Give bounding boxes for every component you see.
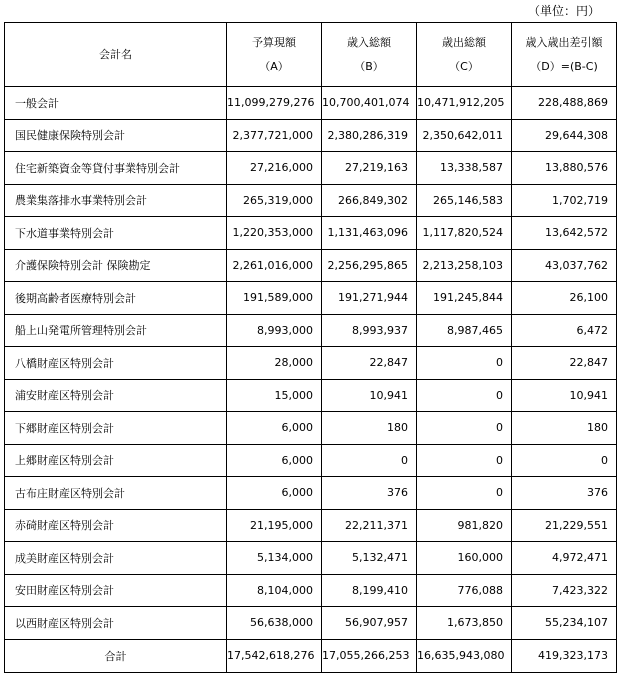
table-row (5, 152, 617, 185)
balance-cell: 376 (512, 477, 617, 510)
budget-amount-cell: 6,000 (227, 477, 322, 510)
budget-amount-cell: 265,319,000 (227, 184, 322, 217)
expenditure-total-cell: 160,000 (417, 542, 512, 575)
table-row (5, 607, 617, 640)
expenditure-total-cell: 1,117,820,524 (417, 217, 512, 250)
header-budget-amount (227, 23, 322, 87)
table-body (5, 87, 617, 640)
table-row (5, 282, 617, 315)
balance-cell: 26,100 (512, 282, 617, 315)
header-balance (512, 23, 617, 87)
account-name-cell: 下水道事業特別会計 (5, 217, 227, 250)
budget-amount-cell: 11,099,279,276 (227, 87, 322, 120)
expenditure-total-cell: 265,146,583 (417, 184, 512, 217)
revenue-total-cell: 191,271,944 (322, 282, 417, 315)
budget-amount-cell: 56,638,000 (227, 607, 322, 640)
table-row (5, 87, 617, 120)
budget-amount-cell: 191,589,000 (227, 282, 322, 315)
account-name-cell: 上郷財産区特別会計 (5, 444, 227, 477)
header-revenue-total (322, 23, 417, 87)
budget-amount-cell: 27,216,000 (227, 152, 322, 185)
revenue-total-cell: 22,847 (322, 347, 417, 380)
revenue-total-cell: 266,849,302 (322, 184, 417, 217)
header-budget-amount-code: （A） (259, 59, 289, 73)
header-budget-amount-label: 予算現額 (252, 35, 296, 49)
account-name-cell: 古布庄財産区特別会計 (5, 477, 227, 510)
expenditure-total-cell: 2,350,642,011 (417, 119, 512, 152)
revenue-total-cell: 5,132,471 (322, 542, 417, 575)
budget-amount-cell: 5,134,000 (227, 542, 322, 575)
budget-amount-cell: 2,261,016,000 (227, 249, 322, 282)
revenue-total-cell: 8,199,410 (322, 574, 417, 607)
table-row (5, 184, 617, 217)
header-revenue-total-label: 歳入総額 (347, 35, 391, 49)
header-balance-label: 歳入歳出差引額 (525, 35, 603, 49)
expenditure-total-cell: 776,088 (417, 574, 512, 607)
balance-cell: 55,234,107 (512, 607, 617, 640)
revenue-total-cell: 376 (322, 477, 417, 510)
account-name-cell: 赤碕財産区特別会計 (5, 509, 227, 542)
expenditure-total-cell: 0 (417, 444, 512, 477)
balance-cell: 21,229,551 (512, 509, 617, 542)
account-name-cell: 船上山発電所管理特別会計 (5, 314, 227, 347)
balance-cell: 0 (512, 444, 617, 477)
total-revenue-cell: 17,055,266,253 (322, 639, 417, 672)
budget-amount-cell: 28,000 (227, 347, 322, 380)
header-account-name (5, 23, 227, 87)
account-name-cell: 成美財産区特別会計 (5, 542, 227, 575)
balance-cell: 7,423,322 (512, 574, 617, 607)
account-name-cell: 以西財産区特別会計 (5, 607, 227, 640)
expenditure-total-cell: 13,338,587 (417, 152, 512, 185)
budget-amount-cell: 2,377,721,000 (227, 119, 322, 152)
table-row (5, 477, 617, 510)
total-expenditure-cell: 16,635,943,080 (417, 639, 512, 672)
balance-cell: 22,847 (512, 347, 617, 380)
account-name-cell: 八橋財産区特別会計 (5, 347, 227, 380)
budget-amount-cell: 15,000 (227, 379, 322, 412)
expenditure-total-cell: 981,820 (417, 509, 512, 542)
revenue-total-cell: 8,993,937 (322, 314, 417, 347)
account-name-cell: 安田財産区特別会計 (5, 574, 227, 607)
budget-amount-cell: 6,000 (227, 412, 322, 445)
budget-amount-cell: 1,220,353,000 (227, 217, 322, 250)
revenue-total-cell: 180 (322, 412, 417, 445)
revenue-total-cell: 56,907,957 (322, 607, 417, 640)
account-name-cell: 浦安財産区特別会計 (5, 379, 227, 412)
balance-cell: 29,644,308 (512, 119, 617, 152)
balance-cell: 1,702,719 (512, 184, 617, 217)
total-budget-cell: 17,542,618,276 (227, 639, 322, 672)
revenue-total-cell: 1,131,463,096 (322, 217, 417, 250)
revenue-total-cell: 10,700,401,074 (322, 87, 417, 120)
expenditure-total-cell: 191,245,844 (417, 282, 512, 315)
expenditure-total-cell: 10,471,912,205 (417, 87, 512, 120)
balance-cell: 228,488,869 (512, 87, 617, 120)
table-row (5, 249, 617, 282)
header-row (5, 23, 617, 87)
table-row (5, 119, 617, 152)
account-name-cell: 下郷財産区特別会計 (5, 412, 227, 445)
header-balance-formula: （D）=(B-C) (530, 59, 598, 73)
expenditure-total-cell: 0 (417, 347, 512, 380)
expenditure-total-cell: 0 (417, 379, 512, 412)
table-row (5, 314, 617, 347)
total-label: 合計 (5, 639, 227, 672)
table-row (5, 509, 617, 542)
balance-cell: 4,972,471 (512, 542, 617, 575)
expenditure-total-cell: 1,673,850 (417, 607, 512, 640)
budget-amount-cell: 21,195,000 (227, 509, 322, 542)
budget-amount-cell: 8,104,000 (227, 574, 322, 607)
table-row (5, 574, 617, 607)
revenue-total-cell: 2,380,286,319 (322, 119, 417, 152)
balance-cell: 13,642,572 (512, 217, 617, 250)
expenditure-total-cell: 0 (417, 412, 512, 445)
unit-label: （単位：円） (527, 4, 600, 18)
expenditure-total-cell: 8,987,465 (417, 314, 512, 347)
total-row (5, 639, 617, 672)
expenditure-total-cell: 2,213,258,103 (417, 249, 512, 282)
expenditure-total-cell: 0 (417, 477, 512, 510)
header-expenditure-total (417, 23, 512, 87)
revenue-total-cell: 27,219,163 (322, 152, 417, 185)
account-name-cell: 後期高齢者医療特別会計 (5, 282, 227, 315)
revenue-total-cell: 22,211,371 (322, 509, 417, 542)
account-name-cell: 国民健康保険特別会計 (5, 119, 227, 152)
balance-cell: 6,472 (512, 314, 617, 347)
balance-cell: 13,880,576 (512, 152, 617, 185)
table-row (5, 379, 617, 412)
balance-cell: 180 (512, 412, 617, 445)
total-balance-cell: 419,323,173 (512, 639, 617, 672)
table-row (5, 347, 617, 380)
budget-amount-cell: 6,000 (227, 444, 322, 477)
account-name-cell: 住宅新築資金等貸付事業特別会計 (5, 152, 227, 185)
table-row (5, 217, 617, 250)
header-revenue-total-code: （B） (354, 59, 384, 73)
header-expenditure-total-label: 歳出総額 (442, 35, 486, 49)
table-row (5, 412, 617, 445)
balance-cell: 10,941 (512, 379, 617, 412)
table-row (5, 542, 617, 575)
revenue-total-cell: 0 (322, 444, 417, 477)
balance-cell: 43,037,762 (512, 249, 617, 282)
header-expenditure-total-code: （C） (449, 59, 479, 73)
account-name-cell: 農業集落排水事業特別会計 (5, 184, 227, 217)
table-row (5, 444, 617, 477)
header-account-name-label: 会計名 (99, 47, 132, 61)
account-name-cell: 介護保険特別会計 保険勘定 (5, 249, 227, 282)
revenue-total-cell: 10,941 (322, 379, 417, 412)
revenue-total-cell: 2,256,295,865 (322, 249, 417, 282)
settlement-table (4, 22, 617, 673)
budget-amount-cell: 8,993,000 (227, 314, 322, 347)
account-name-cell: 一般会計 (5, 87, 227, 120)
